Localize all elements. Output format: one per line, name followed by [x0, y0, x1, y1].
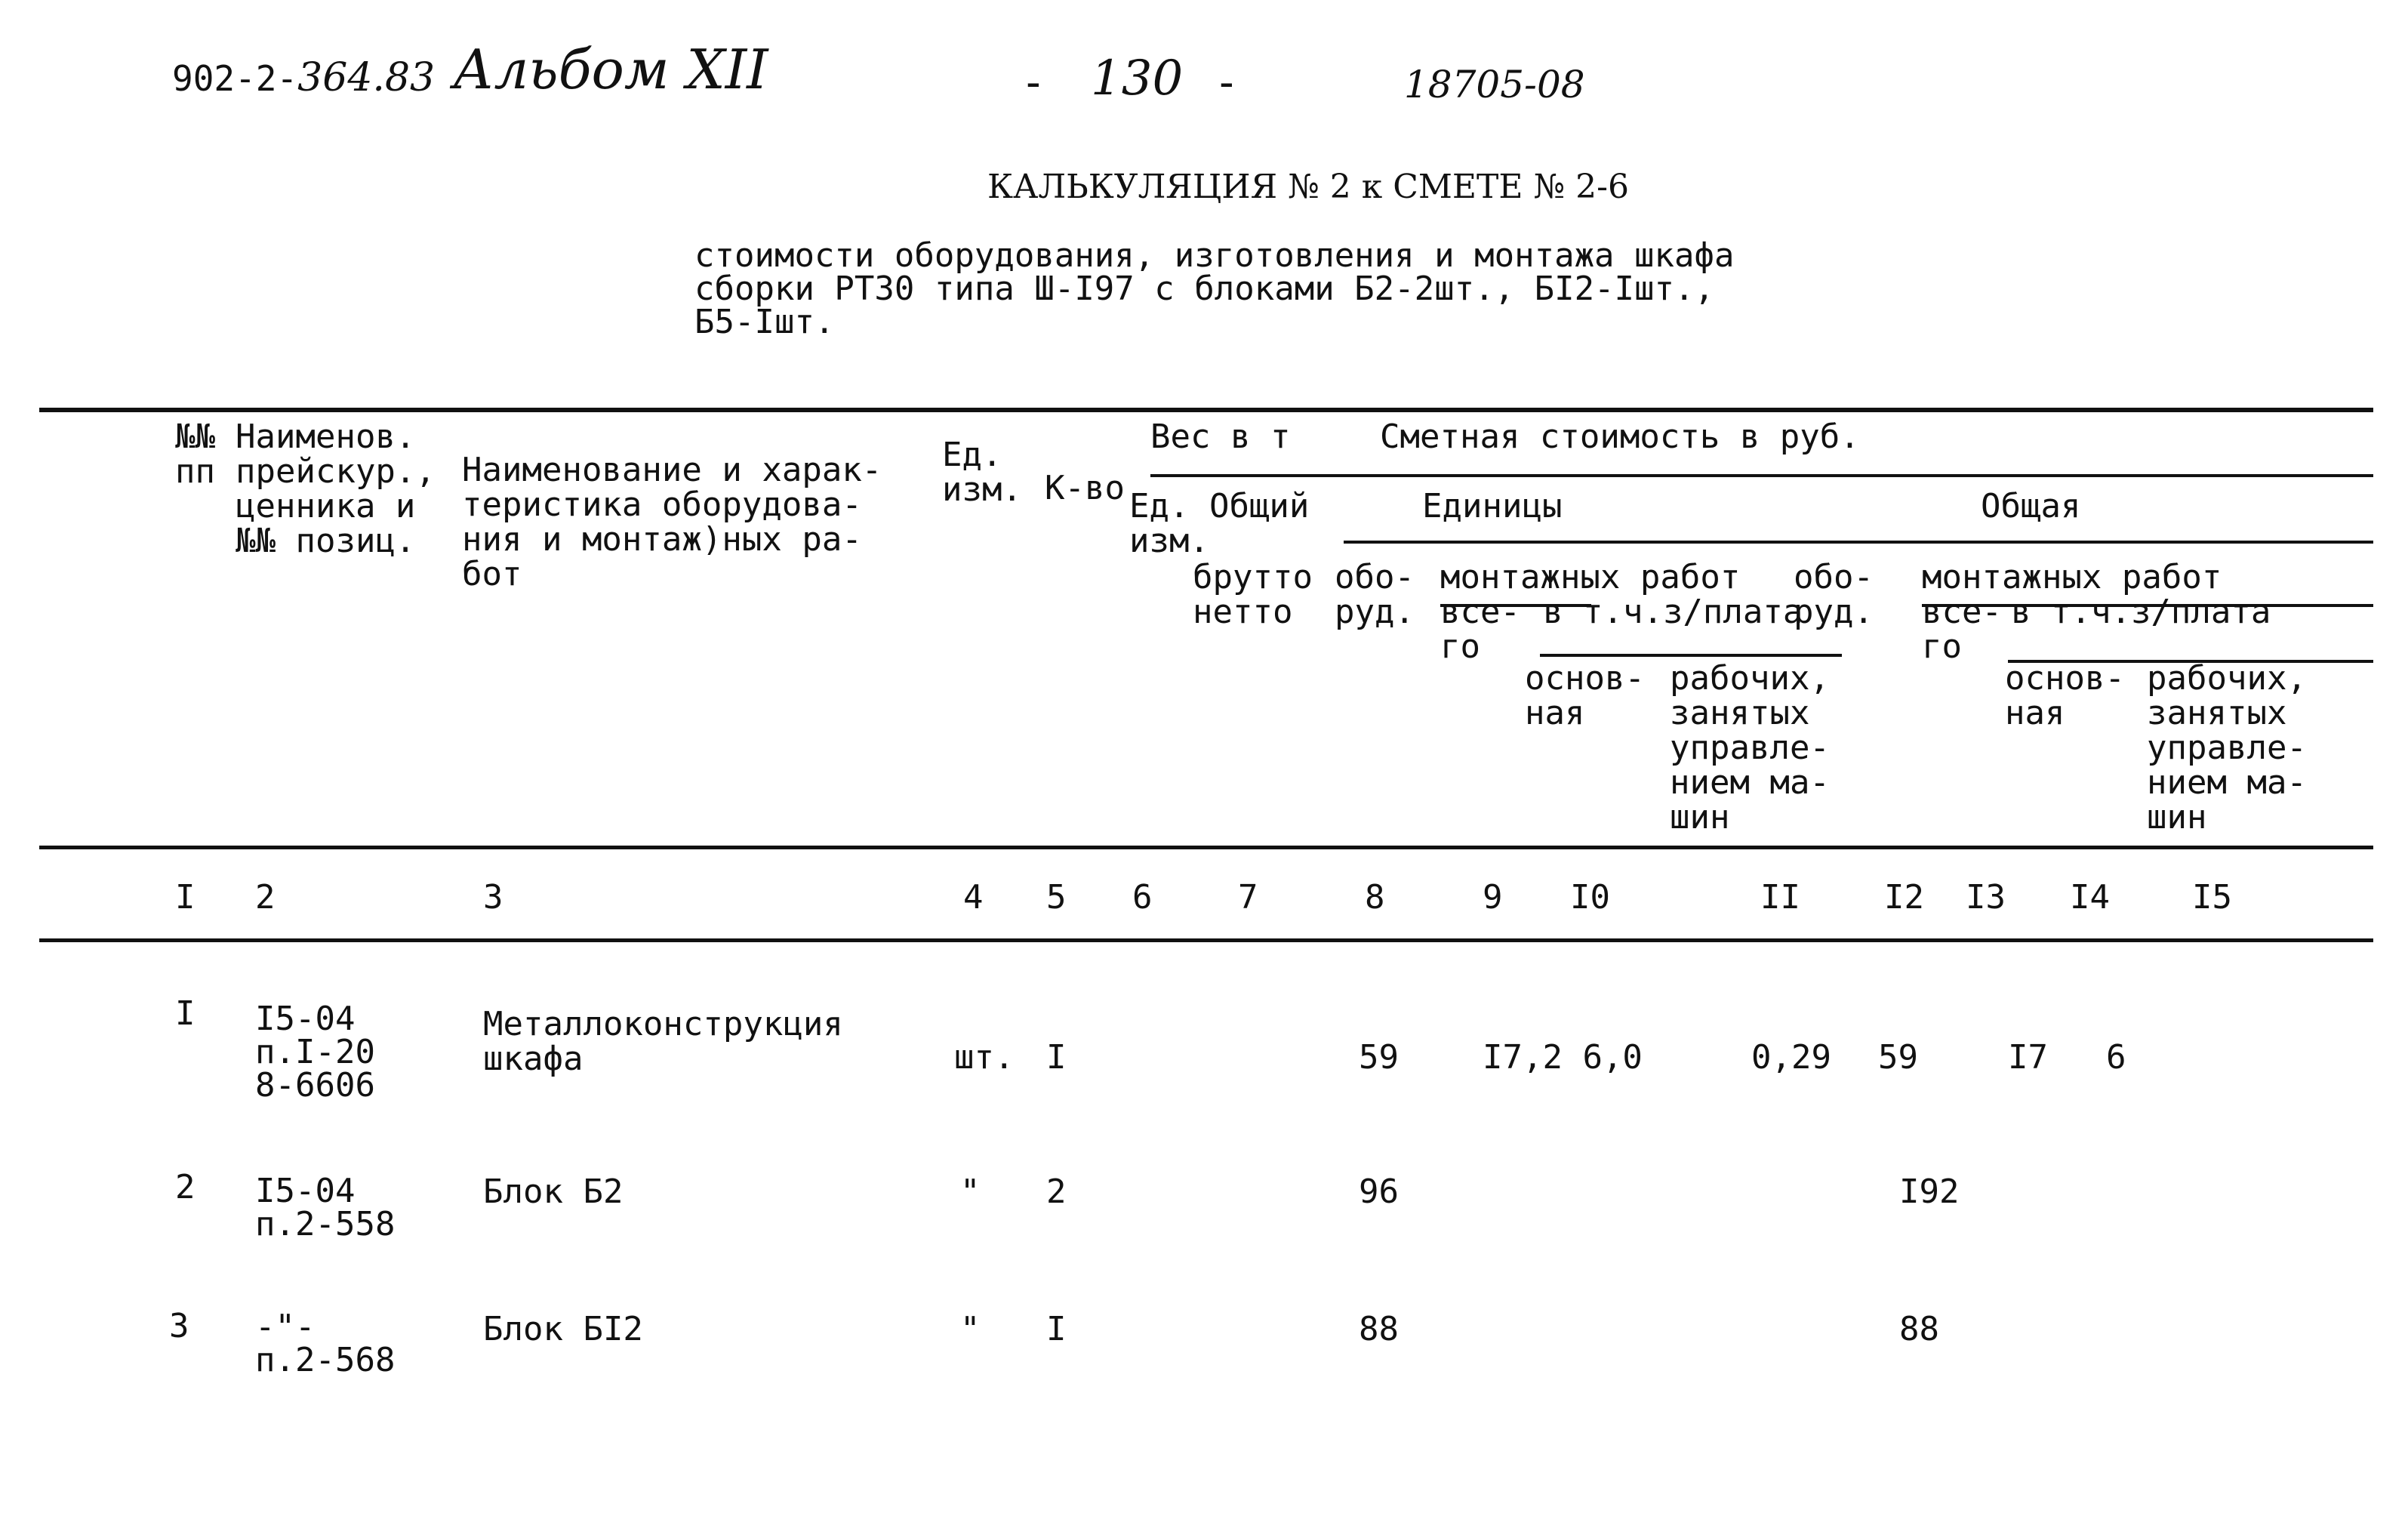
column-number: I5 — [2192, 878, 2232, 917]
row-equipment-unit: 88 — [1359, 1310, 1399, 1348]
subtitle-line-1: стоимости оборудования, изготовления и монтажа шкафа — [694, 236, 1735, 275]
column-number: 5 — [1046, 878, 1067, 917]
header-machine-workers-total: рабочих, занятых управле- нием ма- шин — [2147, 659, 2307, 837]
header-per-unit: Единицы — [1422, 487, 1563, 525]
header-machine-workers-unit: рабочих, занятых управле- нием ма- шин — [1670, 659, 1830, 837]
header-estimated-cost: Сметная стоимость в руб. — [1380, 418, 1860, 456]
page-dash-right: - — [1214, 58, 1239, 107]
header-bottom-rule — [39, 846, 2373, 849]
row-unit: " — [960, 1172, 981, 1211]
header-weight-unit-total: Ед. Общий изм. — [1129, 487, 1310, 560]
page-number: 130 — [1091, 51, 1184, 106]
header-brutto-netto: брутто нетто — [1193, 558, 1313, 631]
header-equipment-total: обо- руд. — [1794, 558, 1874, 631]
table-top-rule — [39, 408, 2373, 412]
column-number: 6 — [1132, 878, 1153, 917]
header-basic-wage-unit: основ- ная — [1525, 659, 1645, 732]
rule-under-incl-1 — [1540, 654, 1842, 657]
document-code — [172, 55, 436, 100]
row-quantity: I — [1046, 1038, 1067, 1077]
header-price-reference: Наименов. прейскур., ценника и №№ позиц. — [236, 418, 436, 560]
page-dash-left: - — [1021, 58, 1046, 107]
column-number: 4 — [963, 878, 984, 917]
column-number: 8 — [1365, 878, 1385, 917]
row-item-name: Блок Б2 — [483, 1172, 624, 1211]
header-equipment-unit: обо- руд. — [1335, 558, 1415, 631]
header-quantity: К-во — [1045, 469, 1125, 507]
row-number: I — [175, 994, 196, 1033]
row-unit: " — [960, 1310, 981, 1348]
header-incl-wages-total: в т.ч.з/плата — [2011, 593, 2271, 631]
column-numbers-rule — [39, 938, 2373, 942]
column-number: 9 — [1483, 878, 1503, 917]
subtitle-line-2: сборки РТ30 типа Ш-I97 с блоками Б2-2шт., БI2-Iшт., — [694, 270, 1715, 308]
column-number: I0 — [1570, 878, 1610, 917]
row-number: 3 — [169, 1307, 189, 1345]
row-equipment-unit: 59 — [1359, 1038, 1399, 1077]
row-machine-workers-unit: 0,29 — [1751, 1038, 1831, 1077]
row-mounting-unit: I7,2 6,0 — [1483, 1038, 1643, 1077]
column-number: I4 — [2070, 878, 2110, 917]
header-total: Общая — [1981, 487, 2081, 525]
row-item-name: Металлоконструкция шкафа — [483, 1005, 843, 1078]
subtitle-line-3: Б5-Iшт. — [694, 303, 835, 341]
column-number: 7 — [1238, 878, 1258, 917]
header-unit: Ед. изм. — [942, 436, 1022, 509]
album-annotation: Альбом XII — [453, 38, 768, 101]
column-number: II — [1760, 878, 1800, 917]
row-price-reference: I5-04 п.I-20 8-6606 — [255, 1000, 375, 1105]
row-basic-wage-total: 6 — [2106, 1038, 2126, 1077]
header-row-number: №№ пп — [175, 418, 215, 491]
header-basic-wage-total: основ- ная — [2005, 659, 2125, 732]
column-number: I — [175, 878, 196, 917]
header-mounting-unit: монтажных работ — [1440, 558, 1741, 596]
row-equipment-total: I92 — [1899, 1172, 1960, 1211]
header-mounting-total: монтажных работ — [1922, 558, 2222, 596]
document-code-prefix: 902-2- — [172, 58, 298, 99]
document-code-handwritten: 364.83 — [297, 55, 436, 100]
column-number: I2 — [1884, 878, 1924, 917]
row-price-reference: -"- п.2-568 — [255, 1308, 396, 1379]
header-item-name: Наименование и харак- теристика оборудова- ния и монтаж)ных ра- бот — [462, 451, 882, 593]
row-item-name: Блок БI2 — [483, 1310, 643, 1348]
column-number: I3 — [1966, 878, 2006, 917]
row-equipment-total: 59 — [1878, 1038, 1918, 1077]
inventory-number: 18705-08 — [1404, 63, 1585, 106]
rule-under-units-total — [1344, 541, 2373, 544]
row-quantity: I — [1046, 1310, 1067, 1348]
row-unit: шт. — [954, 1038, 1015, 1077]
row-equipment-unit: 96 — [1359, 1172, 1399, 1211]
rule-under-weight-cost — [1150, 474, 2373, 477]
row-mounting-all-total: I7 — [2008, 1038, 2048, 1077]
row-number: 2 — [175, 1168, 196, 1206]
row-quantity: 2 — [1046, 1172, 1067, 1211]
column-number: 3 — [483, 878, 503, 917]
header-incl-wages-unit: в т.ч.з/плата — [1543, 593, 1803, 631]
calculation-title: КАЛЬКУЛЯЦИЯ № 2 к СМЕТЕ № 2-6 — [987, 168, 1629, 206]
header-mounting-all-unit: все- го — [1440, 593, 1520, 666]
row-equipment-total: 88 — [1899, 1310, 1939, 1348]
row-price-reference: I5-04 п.2-558 — [255, 1172, 396, 1243]
header-mounting-all-total: все- го — [1922, 593, 2002, 666]
header-weight: Вес в т — [1150, 418, 1291, 456]
column-number: 2 — [255, 878, 276, 917]
